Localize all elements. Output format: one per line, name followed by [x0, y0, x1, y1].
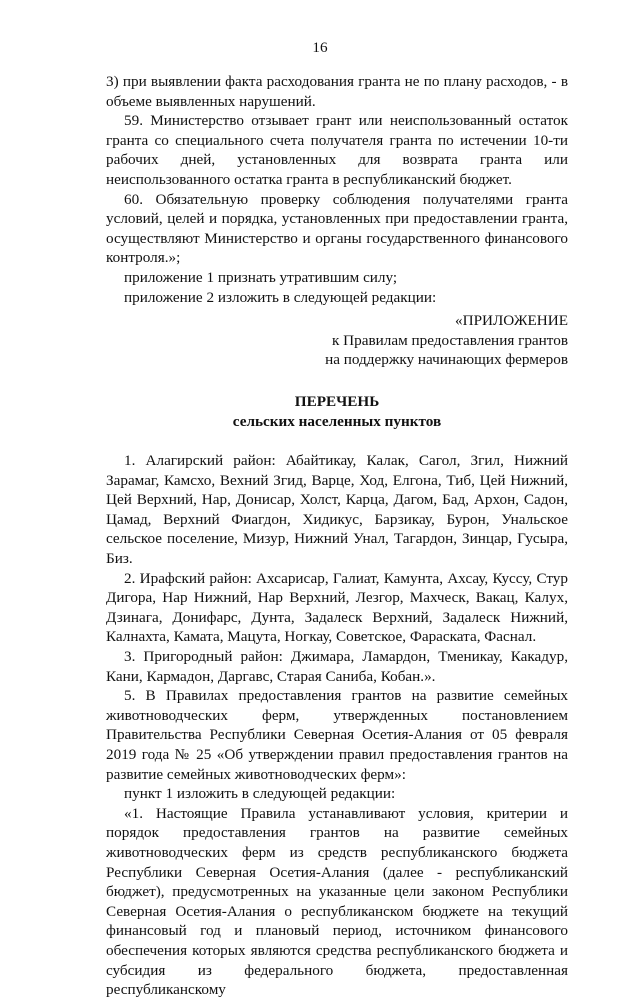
- paragraph-appendix-2-edit: приложение 2 изложить в следующей редакции:: [124, 288, 437, 306]
- paragraph-point-1-edit: пункт 1 изложить в следующей редакции:: [124, 785, 396, 803]
- list-item-alagir: 1. Алагирский район: Абайтикау, Калак, Сагол, Згил, Нижний Зарамаг, Камсхо, Вехний Згид, Варце, Ход, Елгона, Тиб, Цей Нижний, Цей Верхний, Нар, Донисар, Холст, Карца, Дагом, Бад, Архон, Садон, Цамад, Верхний Фиагдон, Хидикус, Барзикау, Бурон, Унальское сельское поселение, Мизур, Нижний Унал, Тагардон, Зинцар, Гусыра, Биз.: [106, 452, 568, 568]
- paragraph-5: 5. В Правилах предоставления грантов на развитие семейных животноводческих ферм, утвержденных постановлением Правительства Республики Северная Осетия-Алания от 05 февраля 2019 года № 25 «Об утверждении правил предоставления грантов на развитие семейных животноводческих ферм»:: [106, 687, 568, 783]
- appendix-label: «ПРИЛОЖЕНИЕ: [455, 312, 568, 330]
- page-number: 16: [312, 39, 328, 56]
- list-item-prigorodny: 3. Пригородный район: Джимара, Ламардон, Тменикау, Какадур, Кани, Кармадон, Даргавс, Старая Саниба, Кобан.».: [106, 648, 568, 685]
- paragraph-appendix-1-repeal: приложение 1 признать утратившим силу;: [124, 268, 398, 286]
- paragraph-59: 59. Министерство отзывает грант или неиспользованный остаток гранта со специального счета получателя гранта по истечении 10-ти рабочих дней, установленных для возврата гранта или неиспользованного остатка гранта в республиканский бюджет.: [106, 112, 568, 188]
- list-subtitle: сельских населенных пунктов: [232, 412, 442, 430]
- document-body: [106, 72, 568, 1000]
- list-item-iraf: 2. Ирафский район: Ахсарисар, Галиат, Камунта, Ахсау, Куссу, Стур Дигора, Нар Нижний, Нар Верхний, Лезгор, Махческ, Вакац, Калух, Дзинага, Донифарс, Дунта, Задалеск Верхний, Задалеск Нижний, Калнахта, Камата, Мацута, Ногкау, Советское, Фараската, Фаснал.: [106, 569, 568, 646]
- paragraph-item-3: 3) при выявлении факта расходования гранта не по плану расходов, - в объеме выявленных нарушений.: [106, 73, 568, 110]
- appendix-header: [106, 311, 568, 370]
- list-title: ПЕРЕЧЕНЬ: [294, 392, 380, 410]
- paragraph-60: 60. Обязательную проверку соблюдения получателями гранта условий, целей и порядка, установленных при предоставлении гранта, осуществляют Министерство и органы государственного финансового контроля.»;: [106, 190, 568, 267]
- paragraph-point-1-text: «1. Настоящие Правила устанавливают условия, критерии и порядок предоставления грантов на развитие семейных животноводческих ферм из средств республиканского бюджета Республики Северная Осетия-Алания (далее - республиканский бюджет), предусмотренных на указанные цели законом Республики Северная Осетия-Алания о республиканском бюджете на текущий финансовый год и плановый период, источником финансового обеспечения которых являются средства республиканского бюджета и субсидия из федерального бюджета, предоставленная республиканскому: [106, 804, 568, 999]
- appendix-line-1: к Правилам предоставления грантов: [332, 331, 568, 349]
- appendix-line-2: на поддержку начинающих фермеров: [325, 351, 568, 369]
